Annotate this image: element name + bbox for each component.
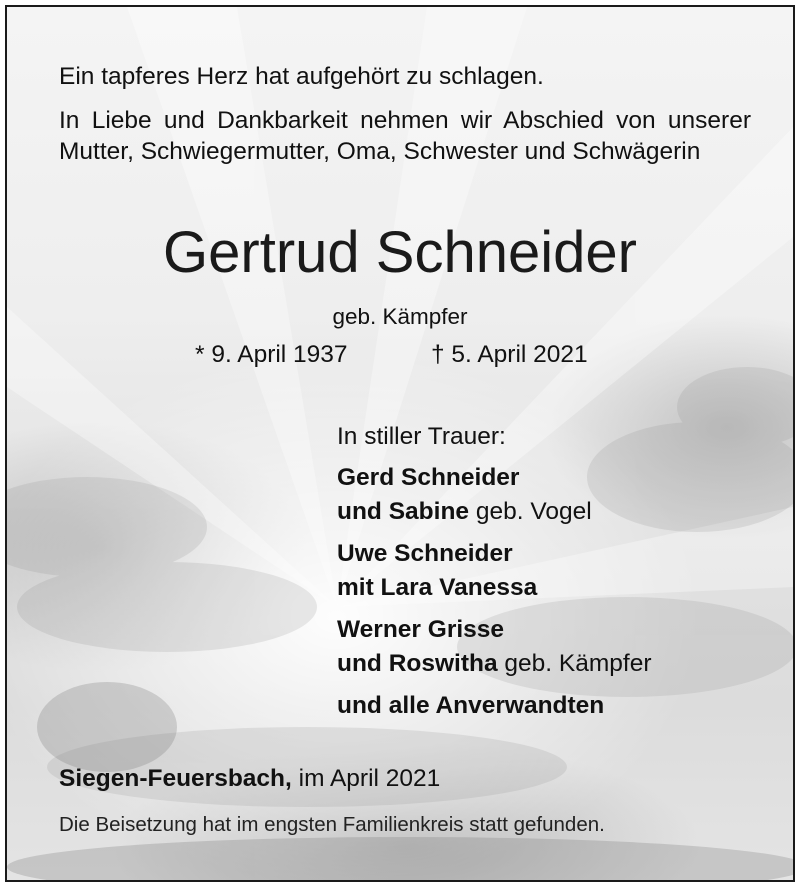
family-member: Uwe Schneider: [337, 540, 513, 567]
family-member: Werner Grisse: [337, 616, 505, 643]
birth-name: geb. Kämpfer: [332, 304, 468, 329]
farewell-paragraph: In Liebe und Dankbarkeit nehmen wir Abschied von unserer Mutter, Schwiegermutter, Oma, Schwester und Schwägerin: [59, 107, 751, 165]
family-member: und alle Anverwandten: [337, 692, 605, 719]
family-member: und Roswitha geb. Kämpfer: [337, 650, 652, 677]
family-member: Gerd Schneider: [337, 464, 520, 491]
obituary-card: [5, 5, 795, 882]
deceased-name: Gertrud Schneider: [163, 220, 637, 285]
mourning-label: In stiller Trauer:: [337, 423, 506, 450]
place-and-date: Siegen-Feuersbach, im April 2021: [59, 765, 441, 792]
intro-line: Ein tapferes Herz hat aufgehört zu schlagen.: [59, 63, 544, 90]
family-member: und Sabine geb. Vogel: [337, 498, 592, 525]
burial-note: Die Beisetzung hat im engsten Familienkreis statt gefunden.: [59, 813, 605, 836]
birth-date: * 9. April 1937: [195, 341, 348, 368]
family-member: mit Lara Vanessa: [337, 574, 538, 601]
death-date: † 5. April 2021: [431, 341, 588, 368]
